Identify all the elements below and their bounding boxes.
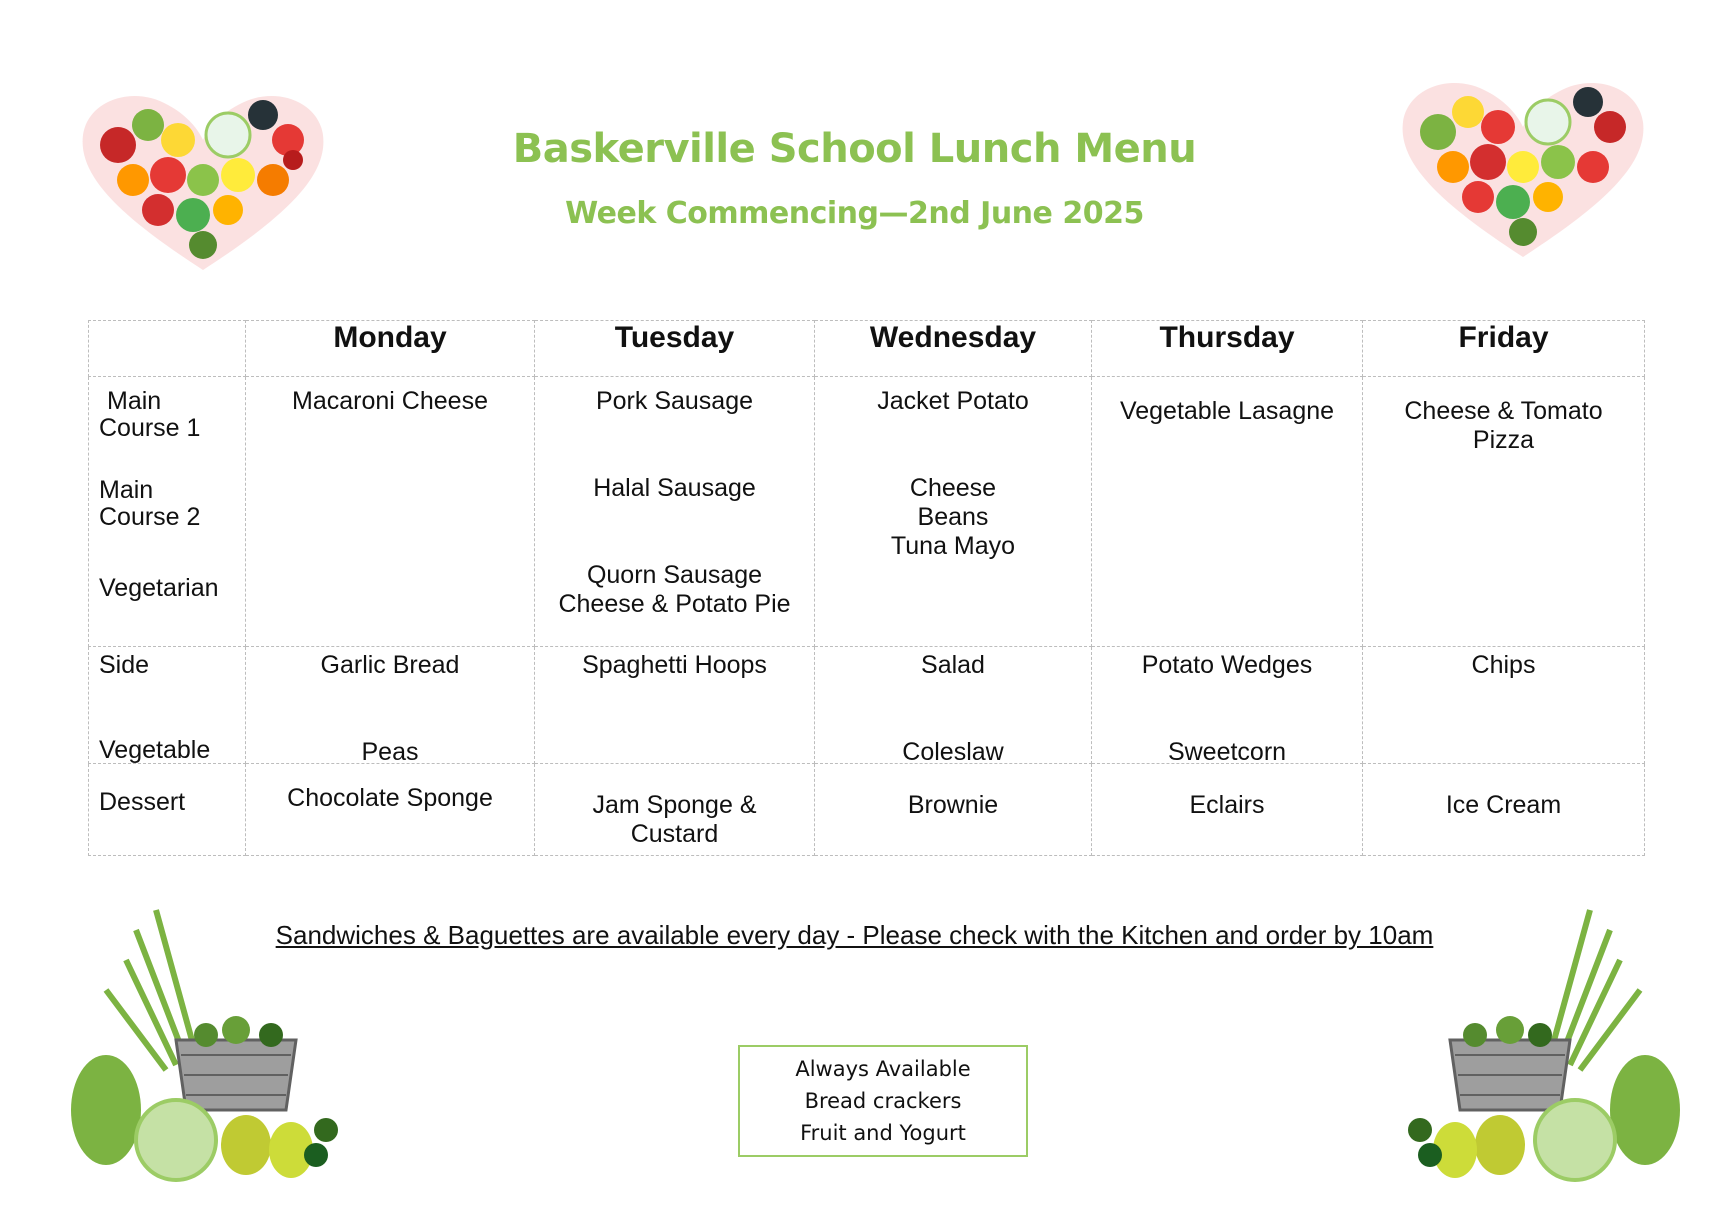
label-vegetarian: Vegetarian <box>99 574 219 602</box>
menu-item: Spaghetti Hoops <box>582 651 767 679</box>
label-main-course-2a: Main <box>99 476 154 504</box>
day-header-wednesday: Wednesday <box>815 321 1092 377</box>
corner-cell <box>89 321 246 377</box>
menu-item: Cheese & Potato Pie <box>558 590 791 618</box>
label-main-course-2b: Course 2 <box>99 503 201 531</box>
always-available-item: Bread crackers <box>804 1089 962 1113</box>
menu-item: Cheese <box>909 474 997 502</box>
day-header-thursday: Thursday <box>1092 321 1363 377</box>
wednesday-dessert <box>815 764 1092 856</box>
fruit-heart-image-left <box>78 85 328 275</box>
day-header-tuesday: Tuesday <box>535 321 815 377</box>
menu-item: Peas <box>361 738 419 766</box>
table-row-dessert <box>89 764 1645 856</box>
menu-item: Halal Sausage <box>593 474 756 502</box>
menu-item: Coleslaw <box>902 738 1004 766</box>
menu-item: Vegetable Lasagne <box>1119 397 1335 425</box>
table-row-sides <box>89 647 1645 764</box>
table-header-row <box>89 321 1645 377</box>
menu-item: Chocolate Sponge <box>287 784 493 812</box>
tuesday-dessert <box>535 764 815 856</box>
menu-item: Macaroni Cheese <box>292 387 488 415</box>
always-available-heading: Always Available <box>795 1057 971 1081</box>
menu-title: Baskerville School Lunch Menu <box>512 126 1197 172</box>
menu-item: Tuna Mayo <box>890 532 1016 560</box>
row-label-sides <box>89 647 246 764</box>
menu-item: Custard <box>630 820 719 848</box>
menu-item: Chips <box>1471 651 1536 679</box>
menu-item: Quorn Sausage <box>586 561 763 589</box>
menu-item: Sweetcorn <box>1167 738 1287 766</box>
menu-item: Cheese & Tomato <box>1404 397 1603 425</box>
monday-sides <box>246 647 535 764</box>
sandwich-note: Sandwiches & Baguettes are available every day - Please check with the Kitchen and order by 10am <box>275 920 1434 950</box>
vegetable-basket-image-left <box>66 890 386 1190</box>
always-available-box <box>738 1045 1028 1157</box>
menu-item: Potato Wedges <box>1141 651 1313 679</box>
row-label-mains <box>89 377 246 647</box>
menu-item: Jam Sponge & <box>592 791 757 819</box>
wednesday-mains <box>815 377 1092 647</box>
vegetable-basket-image-right <box>1360 890 1680 1190</box>
tuesday-sides <box>535 647 815 764</box>
label-vegetable: Vegetable <box>99 736 211 764</box>
tuesday-mains <box>535 377 815 647</box>
monday-dessert <box>246 764 535 856</box>
menu-item: Eclairs <box>1189 791 1265 819</box>
friday-dessert <box>1363 764 1645 856</box>
menu-item: Salad <box>921 651 985 679</box>
wednesday-sides <box>815 647 1092 764</box>
lunch-menu-table <box>88 320 1645 856</box>
menu-item: Beans <box>917 503 989 531</box>
label-dessert: Dessert <box>99 788 186 816</box>
menu-item: Garlic Bread <box>320 651 460 679</box>
day-header-monday: Monday <box>246 321 535 377</box>
menu-item: Pork Sausage <box>595 387 754 415</box>
label-main-course-1b: Course 1 <box>99 414 201 442</box>
label-main-course-1a: Main <box>107 387 162 415</box>
monday-mains <box>246 377 535 647</box>
thursday-sides <box>1092 647 1363 764</box>
table-row-mains <box>89 377 1645 647</box>
menu-item: Brownie <box>907 791 999 819</box>
menu-item: Jacket Potato <box>877 387 1029 415</box>
menu-item: Pizza <box>1472 426 1535 454</box>
day-header-friday: Friday <box>1363 321 1645 377</box>
menu-item: Ice Cream <box>1445 791 1562 819</box>
week-subtitle: Week Commencing—2nd June 2025 <box>565 196 1144 231</box>
row-label-dessert <box>89 764 246 856</box>
thursday-mains <box>1092 377 1363 647</box>
thursday-dessert <box>1092 764 1363 856</box>
label-side: Side <box>99 651 150 679</box>
always-available-item: Fruit and Yogurt <box>800 1121 966 1145</box>
friday-sides <box>1363 647 1645 764</box>
friday-mains <box>1363 377 1645 647</box>
